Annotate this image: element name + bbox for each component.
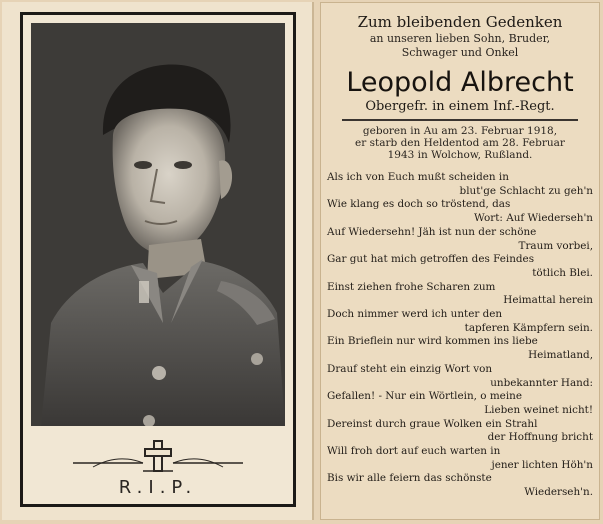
photo-frame [20, 12, 296, 507]
poem-line: tapferen Kämpfern sein. [464, 321, 593, 334]
poem-line: tötlich Blei. [532, 266, 593, 279]
poem-line: Als ich von Euch mußt scheiden in [327, 171, 509, 183]
memorial-heading: Zum bleibenden Gedenken [357, 13, 563, 31]
bio-line-1: geboren in Au am 23. Februar 1918, [362, 125, 558, 137]
poem-line: Wort: Auf Wiederseh'n [474, 212, 593, 225]
poem-line: Wiederseh'n. [524, 486, 593, 499]
poem-line: Ein Brieflein nur wird kommen ins liebe [327, 335, 538, 348]
portrait-image [31, 23, 285, 426]
cross-icon [23, 435, 293, 475]
poem-line: Gar gut hat mich getroffen des Feindes [327, 253, 535, 266]
poem-line: Gefallen! - Nur ein Wörtlein, o meine [327, 390, 522, 403]
poem-line: Bis wir alle feiern das schönste [327, 472, 492, 485]
poem-line: Lieben weinet nicht! [484, 403, 593, 416]
divider [342, 119, 578, 121]
poem-line: Wie klang es doch so tröstend, das [327, 198, 511, 211]
military-rank: Obergefr. in einem Inf.-Regt. [365, 99, 555, 114]
poem-line: Traum vorbei, [518, 239, 593, 252]
poem-line: der Hoffnung bricht [487, 431, 593, 444]
poem-line: Heimattal herein [503, 294, 593, 307]
text-column [327, 13, 593, 500]
relation-line-1: an unseren lieben Sohn, Bruder, [369, 32, 551, 45]
poem-line: Will froh dort auf euch warten in [327, 445, 501, 458]
poem-line: jener lichten Höh'n [491, 458, 593, 471]
poem-line: blut'ge Schlacht zu geh'n [459, 184, 593, 197]
rip-text: R.I.P. [118, 477, 198, 498]
poem-line: unbekannter Hand: [490, 376, 593, 389]
cross-ornament [23, 435, 293, 507]
poem-line: Heimatland, [528, 349, 593, 362]
bio-line-3: 1943 in Wolchow, Rußland. [387, 149, 533, 161]
poem-line: Doch nimmer werd ich unter den [327, 308, 503, 321]
poem-line: Auf Wiedersehn! Jäh ist nun der schöne [327, 225, 537, 238]
relation-line-2: Schwager und Onkel [401, 46, 519, 59]
deceased-name: Leopold Albrecht [346, 67, 574, 98]
left-panel [2, 2, 314, 520]
poem-line: Einst ziehen frohe Scharen zum [327, 280, 496, 293]
poem [327, 171, 593, 500]
bio-line-2: er starb den Heldentod am 28. Februar [355, 137, 565, 149]
poem-line: Dereinst durch graue Wolken ein Strahl [327, 417, 538, 430]
portrait-photo [31, 23, 285, 426]
poem-line: Drauf steht ein einzig Wort von [327, 362, 493, 375]
right-panel [320, 2, 600, 520]
